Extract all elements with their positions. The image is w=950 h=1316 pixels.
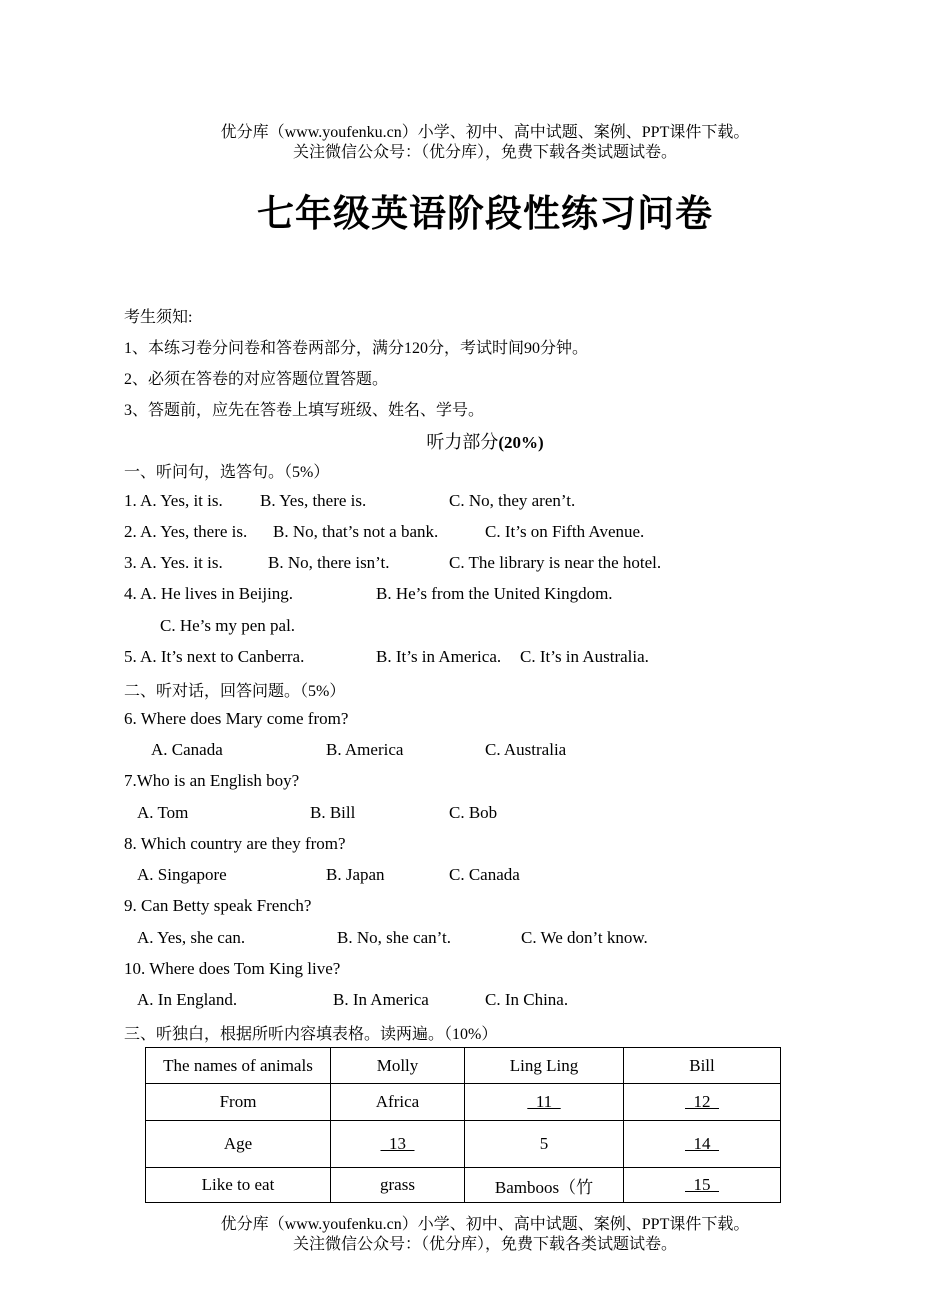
q5-option-c: C. It’s in Australia. — [520, 647, 649, 666]
answer-blank-13 — [331, 1121, 465, 1168]
q7-option-c: C. Bob — [449, 803, 498, 822]
table-row — [146, 1048, 781, 1084]
q8-question: 8. Which country are they from? — [124, 834, 346, 853]
footer-line-2: 关注微信公众号：（优分库），免费下载各类试题试卷。 — [292, 1236, 677, 1253]
notice-heading: 考生须知: — [124, 309, 193, 326]
q4-option-b: B. He’s from the United Kingdom. — [376, 584, 613, 603]
table-cell: grass — [331, 1168, 465, 1203]
table-cell: Like to eat — [146, 1168, 331, 1203]
blank-number: 11 — [527, 1092, 561, 1111]
q4-option-c: C. He’s my pen pal. — [160, 616, 296, 635]
notice-item-2: 2、必须在答卷的对应答题位置答题。 — [124, 371, 389, 388]
blank-number: 13 — [380, 1134, 415, 1153]
q6-option-a: A. Canada — [151, 740, 223, 759]
q10-option-b: B. In America — [333, 990, 429, 1009]
notice-item-1: 1、本练习卷分问卷和答卷两部分，满分120分，考试时间90分钟。 — [124, 340, 589, 357]
q1-option-a: 1. A. Yes, it is. — [124, 491, 223, 510]
table-cell: Africa — [331, 1084, 465, 1121]
q1-option-c: C. No, they aren’t. — [449, 491, 576, 510]
blank-number: 15 — [685, 1175, 719, 1194]
animals-table — [145, 1047, 781, 1203]
table-row — [146, 1084, 781, 1121]
part2-title: 二、听对话，回答问题。（5%） — [124, 683, 346, 700]
page-title: 七年级英语阶段性练习问卷 — [257, 192, 713, 235]
q8-option-b: B. Japan — [326, 865, 385, 884]
q8-option-c: C. Canada — [449, 865, 520, 884]
blank-number: 14 — [685, 1134, 719, 1153]
q2-option-c: C. It’s on Fifth Avenue. — [485, 522, 645, 541]
table-cell: Bamboos（竹 — [465, 1168, 624, 1203]
q3-option-b: B. No, there isn’t. — [268, 553, 390, 572]
answer-blank-15 — [624, 1168, 781, 1203]
answer-blank-12 — [624, 1084, 781, 1121]
q6-option-c: C. Australia — [485, 740, 567, 759]
answer-blank-14 — [624, 1121, 781, 1168]
header-line-2: 关注微信公众号：（优分库），免费下载各类试题试卷。 — [292, 144, 677, 161]
part1-title: 一、听问句，选答句。（5%） — [124, 464, 330, 481]
q7-option-a: A. Tom — [137, 803, 189, 822]
q7-question: 7.Who is an English boy? — [124, 771, 300, 790]
q8-option-a: A. Singapore — [137, 865, 227, 884]
q9-option-b: B. No, she can’t. — [337, 928, 451, 947]
q10-question: 10. Where does Tom King live? — [124, 959, 341, 978]
q10-option-c: C. In China. — [485, 990, 569, 1009]
header-line-1: 优分库（www.youfenku.cn）小学、初中、高中试题、案例、PPT课件下载。 — [220, 124, 750, 141]
q2-option-a: 2. A. Yes, there is. — [124, 522, 248, 541]
table-header-cell: Bill — [624, 1048, 781, 1084]
part3-title: 三、听独白，根据所听内容填表格。读两遍。（10%） — [124, 1026, 498, 1043]
q2-option-b: B. No, that’s not a bank. — [273, 522, 439, 541]
q3-option-a: 3. A. Yes. it is. — [124, 553, 223, 572]
q10-option-a: A. In England. — [137, 990, 238, 1009]
q3-option-c: C. The library is near the hotel. — [449, 553, 662, 572]
answer-blank-11 — [465, 1084, 624, 1121]
q5-option-a: 5. A. It’s next to Canberra. — [124, 647, 305, 666]
blank-number: 12 — [685, 1092, 719, 1111]
table-header-cell: The names of animals — [146, 1048, 331, 1084]
q6-question: 6. Where does Mary come from? — [124, 709, 349, 728]
q1-option-b: B. Yes, there is. — [260, 491, 367, 510]
q9-option-c: C. We don’t know. — [521, 928, 648, 947]
table-row — [146, 1168, 781, 1203]
q9-option-a: A. Yes, she can. — [137, 928, 246, 947]
footer-line-1: 优分库（www.youfenku.cn）小学、初中、高中试题、案例、PPT课件下载。 — [220, 1216, 750, 1233]
q6-option-b: B. America — [326, 740, 404, 759]
section-heading-text: 听力部分 — [426, 432, 499, 452]
q7-option-b: B. Bill — [310, 803, 356, 822]
q9-question: 9. Can Betty speak French? — [124, 896, 312, 915]
q5-option-b: B. It’s in America. — [376, 647, 502, 666]
table-cell: From — [146, 1084, 331, 1121]
table-row — [146, 1121, 781, 1168]
table-cell: 5 — [465, 1121, 624, 1168]
q4-option-a: 4. A. He lives in Beijing. — [124, 584, 294, 603]
table-header-cell: Molly — [331, 1048, 465, 1084]
table-cell: Age — [146, 1121, 331, 1168]
section-heading-percent: (20%) — [498, 433, 544, 452]
section-heading-listening — [0, 428, 950, 454]
notice-item-3: 3、答题前，应先在答卷上填写班级、姓名、学号。 — [124, 402, 485, 419]
table-header-cell: Ling Ling — [465, 1048, 624, 1084]
